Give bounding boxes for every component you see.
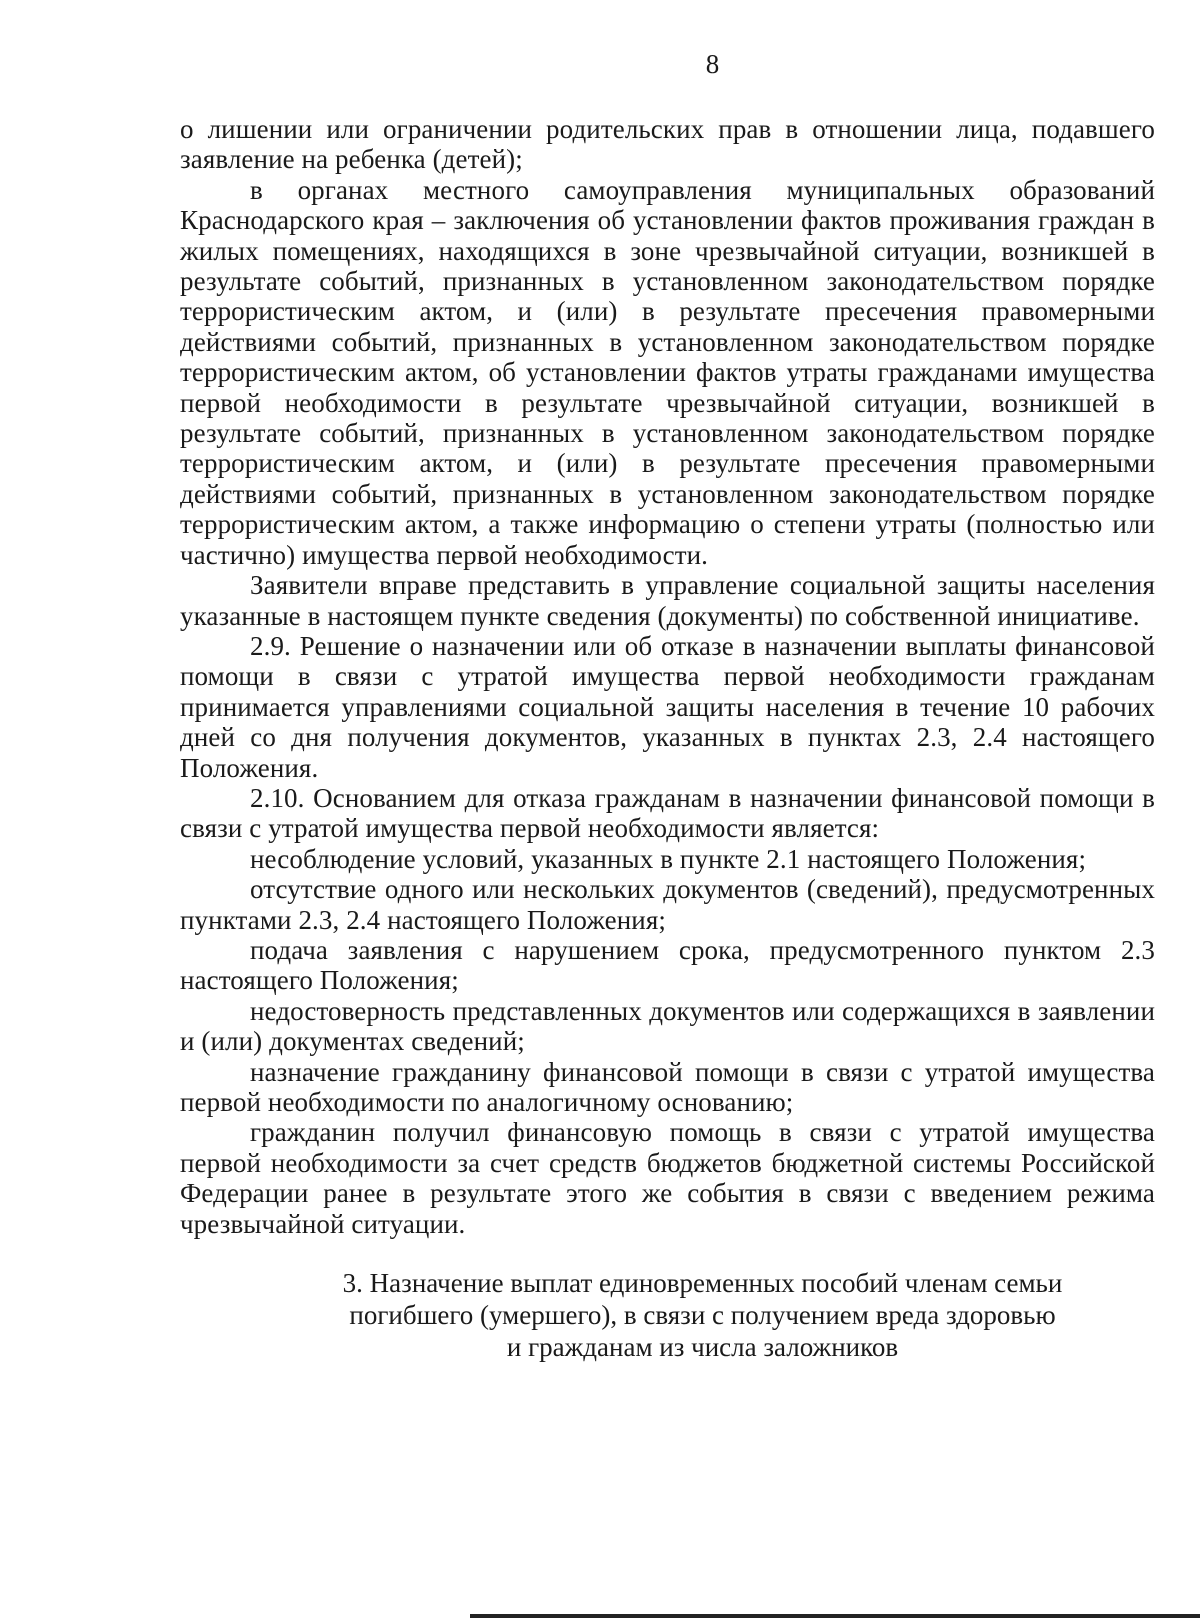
paragraph-5: 2.10. Основанием для отказа гражданам в назначении финансовой помощи в связи с утратой имущества первой необходимости является:: [180, 782, 1155, 844]
paragraph-2: в органах местного самоуправления муниципальных образований Краснодарского края – заключения об установлении фактов проживания граждан в жилых помещениях, находящихся в зоне чрезвычайной ситуации, возникшей в результате событий, признанных в установленном законодательством порядке террористическим актом, и (или) в результате пресечения правомерными действиями событий, признанных в установленном законодательством порядке террористическим актом, об установлении фактов утраты гражданами имущества первой необходимости в результате чрезвычайной ситуации, возникшей в результате событий, признанных в установленном законодательством порядке террористическим актом, и (или) в результате пресечения правомерными действиями событий, признанных в установленном законодательством порядке террористическим актом, а также информацию о степени утраты (полностью или частично) имущества первой необходимости.: [180, 174, 1155, 570]
paragraph-3: Заявители вправе представить в управление социальной защиты населения указанные в настоящем пункте сведения (документы) по собственной инициативе.: [180, 570, 1155, 631]
section-heading-line-1: 3. Назначение выплат единовременных пособий членам семьи: [342, 1268, 1063, 1299]
paragraph-1: о лишении или ограничении родительских прав в отношении лица, подавшего заявление на ребенка (детей);: [180, 114, 1155, 175]
paragraph-4: 2.9. Решение о назначении или об отказе в назначении выплаты финансовой помощи в связи с утратой имущества первой необходимости гражданам принимается управлениями социальной защиты населения в течение 10 рабочих дней со дня получения документов, указанных в пунктах 2.3, 2.4 настоящего Положения.: [180, 630, 1155, 783]
section-heading-line-2: погибшего (умершего), в связи с получением вреда здоровью: [349, 1300, 1056, 1331]
section-heading-line-3: и гражданам из числа заложников: [506, 1332, 899, 1363]
scan-edge-line: [470, 1614, 1200, 1618]
paragraph-8: подача заявления с нарушением срока, предусмотренного пунктом 2.3 настоящего Положения;: [180, 934, 1155, 996]
paragraph-6: несоблюдение условий, указанных в пункте 2.1 настоящего Положения;: [250, 843, 1087, 874]
paragraph-9: недостоверность представленных документов или содержащихся в заявлении и (или) документах сведений;: [180, 995, 1155, 1057]
page-number: 8: [705, 49, 720, 79]
paragraph-11: гражданин получил финансовую помощь в связи с утратой имущества первой необходимости за счет средств бюджетов бюджетной системы Российской Федерации ранее в результате этого же события в связи с введением режима чрезвычайной ситуации.: [180, 1117, 1155, 1239]
paragraph-7: отсутствие одного или нескольких документов (сведений), предусмотренных пунктами 2.3, 2.4 настоящего Положения;: [180, 874, 1155, 935]
paragraph-10: назначение гражданину финансовой помощи в связи с утратой имущества первой необходимости по аналогичному основанию;: [180, 1056, 1155, 1117]
document-page: [180, 40, 1155, 1363]
section-heading: [180, 1267, 1155, 1363]
